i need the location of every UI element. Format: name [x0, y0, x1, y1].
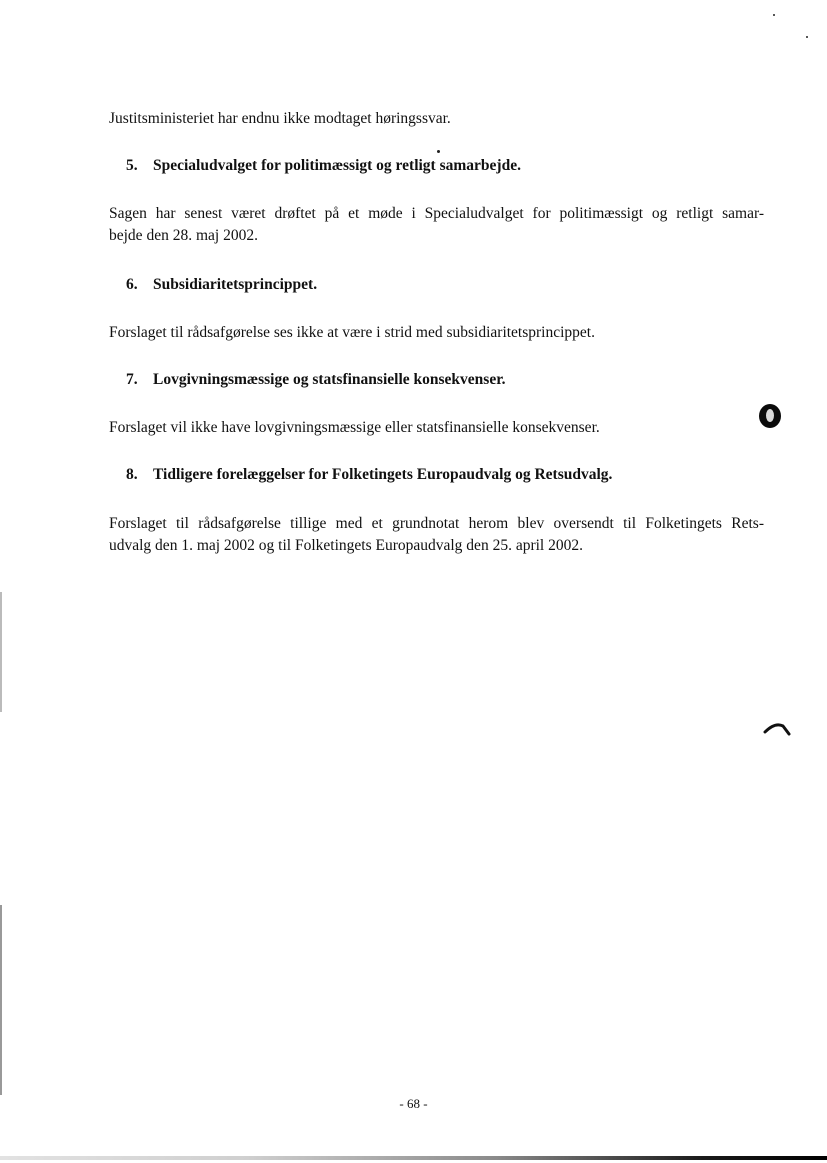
section-6-title: Subsidiaritetsprincippet. — [153, 276, 318, 293]
section-5-line-2: bejde den 28. maj 2002. — [109, 227, 258, 244]
scan-speck — [437, 150, 440, 153]
section-7-heading — [126, 369, 506, 391]
section-7-title: Lovgivningsmæssige og statsfinansielle konsekvenser. — [153, 371, 506, 388]
scan-speck — [773, 14, 775, 16]
scan-bottom-edge — [0, 1156, 827, 1160]
intro-paragraph: Justitsministeriet har endnu ikke modtaget høringssvar. — [109, 110, 451, 127]
scan-arc-mark — [763, 720, 793, 740]
section-5-paragraph — [109, 203, 764, 247]
punch-hole-mark — [759, 404, 781, 428]
section-6-line-1: Forslaget til rådsafgørelse ses ikke at være i strid med subsidiaritetsprincippet. — [109, 324, 595, 341]
section-6-number: 6. — [126, 276, 138, 293]
section-7-number: 7. — [126, 371, 138, 388]
section-5-line-1: Sagen har senest været drøftet på et møde i Specialudvalget for politimæssigt og retligt samar- — [109, 205, 764, 222]
section-5-title: Specialudvalget for politimæssigt og retligt samarbejde. — [153, 157, 521, 174]
section-6-heading — [126, 274, 317, 296]
page-number: - 68 - — [399, 1096, 428, 1111]
section-5-number: 5. — [126, 157, 138, 174]
section-8-heading — [126, 464, 612, 486]
section-8-number: 8. — [126, 466, 138, 483]
section-7-line-1: Forslaget vil ikke have lovgivningsmæssige eller statsfinansielle konsekvenser. — [109, 419, 600, 436]
section-8-paragraph — [109, 513, 764, 557]
section-8-line-1: Forslaget til rådsafgørelse tillige med et grundnotat herom blev oversendt til Folketingets Rets- — [109, 515, 764, 532]
section-8-title: Tidligere forelæggelser for Folketingets Europaudvalg og Retsudvalg. — [153, 466, 613, 483]
scan-edge-line — [0, 592, 2, 712]
scan-speck — [806, 36, 808, 38]
section-6-paragraph — [109, 322, 764, 344]
section-8-line-2: udvalg den 1. maj 2002 og til Folketingets Europaudvalg den 25. april 2002. — [109, 537, 583, 554]
scan-edge-line — [0, 905, 2, 1095]
section-7-paragraph — [109, 417, 764, 439]
section-5-heading — [126, 155, 521, 177]
